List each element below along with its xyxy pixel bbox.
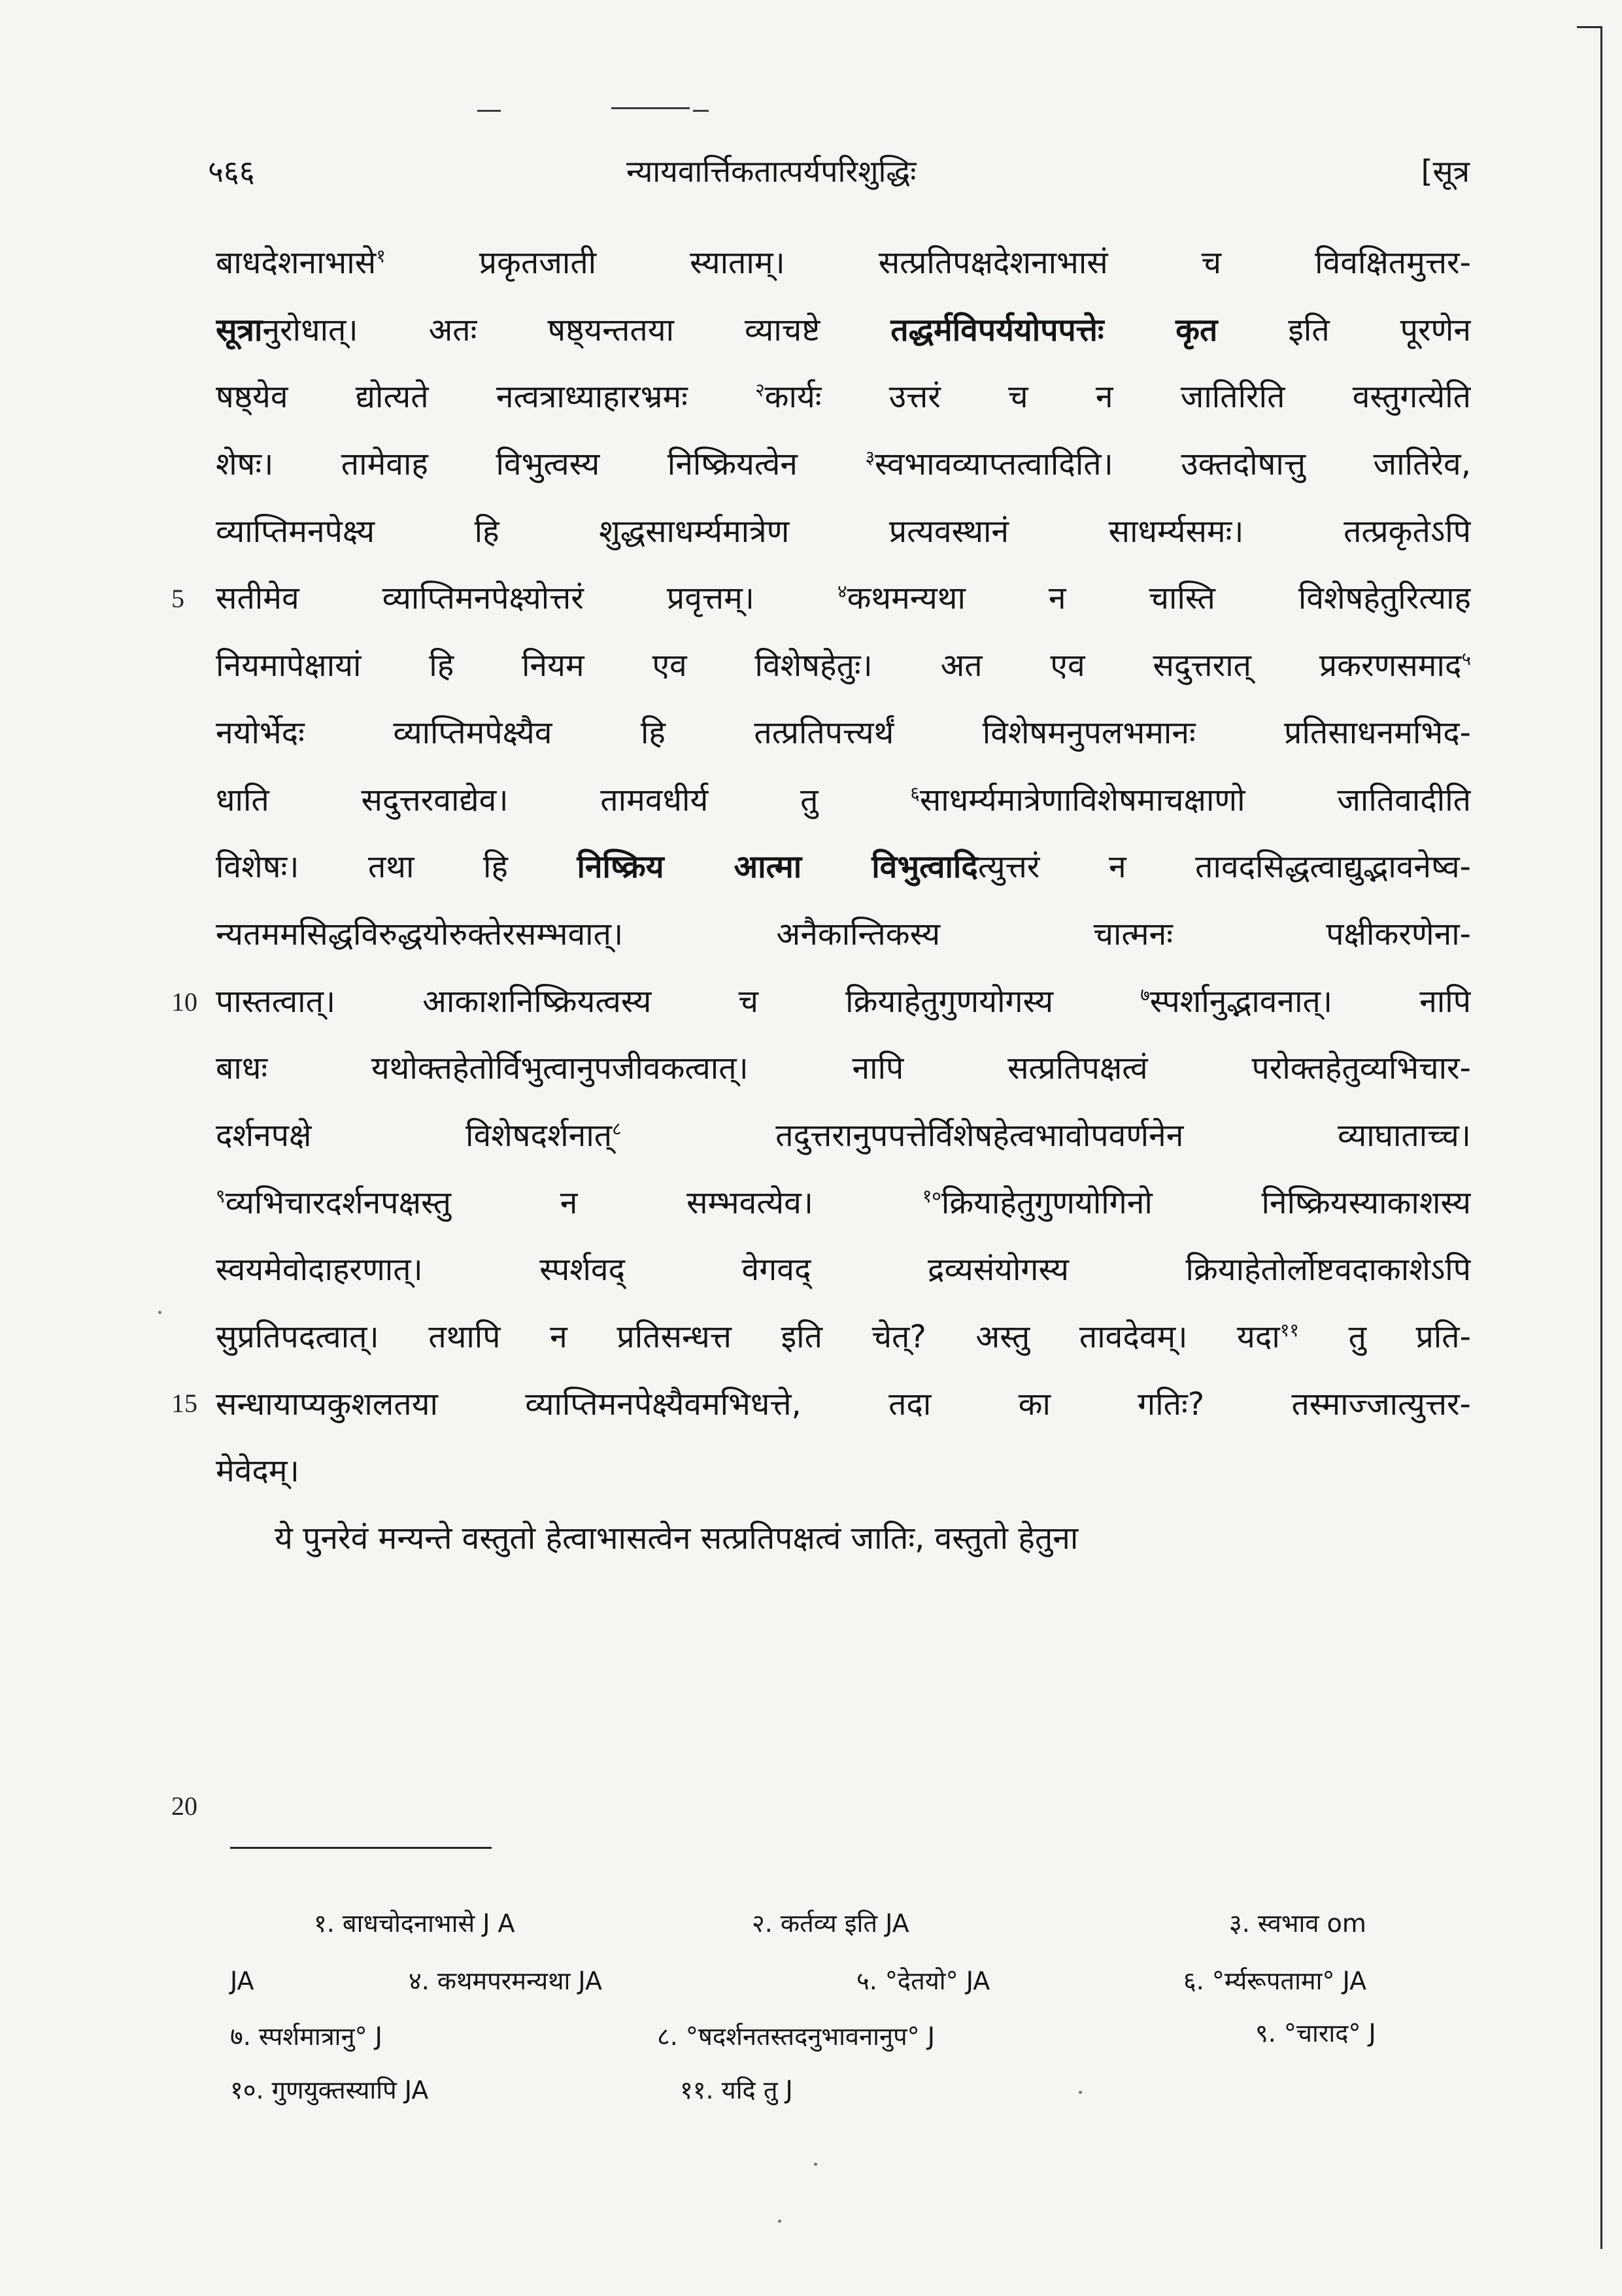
scan-mark: [611, 107, 690, 109]
page-header: [208, 150, 1470, 196]
text-segment: क्रियाहेतुगुणयोगिनो निष्क्रियस्याकाशस्य: [941, 1184, 1471, 1221]
text-segment: साधर्म्यमात्रेणाविशेषमाचक्षाणो जातिवादीति: [919, 781, 1471, 819]
text-line: [216, 1378, 1471, 1445]
footnote-marker: ७: [1140, 983, 1150, 1005]
text-line: [216, 237, 1471, 304]
text-segment: कार्यः उत्तरं च न जातिरिति वस्तुगत्येति: [764, 379, 1471, 416]
text-segment: स्वयमेवोदाहरणात्। स्पर्शवद् वेगवद् द्रव्यसंयोगस्य क्रियाहेतोर्लोष्टवदाकाशेऽपि: [216, 1251, 1471, 1289]
footnote-marker: ९: [216, 1185, 226, 1207]
footnote-8: ८. °षदर्शनतस्तदनुभावनानुप° J: [657, 2022, 935, 2051]
section-mark: [सूत्र: [1421, 154, 1470, 189]
text-segment: ये पुनरेवं मन्यन्ते वस्तुतो हेत्वाभासत्वेन सत्प्रतिपक्षत्वं जातिः, वस्तुतो हेतुना: [275, 1520, 1079, 1557]
text-segment: तु प्रति-: [1298, 1319, 1471, 1355]
text-segment: मेवेदम्।: [216, 1453, 299, 1490]
text-segment: प्रकृतजाती स्याताम्। सत्प्रतिपक्षदेशनाभासं च विवक्षितमुत्तर-: [385, 245, 1471, 281]
text-segment: पास्तत्वात्। आकाशनिष्क्रियत्वस्य च क्रियाहेतुगुणयोगस्य: [216, 983, 1141, 1020]
text-line: [216, 774, 1471, 841]
text-segment: व्यभिचारदर्शनपक्षस्तु न सम्भवत्येव।: [225, 1184, 922, 1221]
text-line: [216, 371, 1471, 438]
text-segment: त्युत्तरं न तावदसिद्धत्वाद्युद्भावनेष्व-: [977, 849, 1471, 886]
footnote-3: ३. स्वभाव om: [1229, 1909, 1366, 1938]
text-segment: धाति सदुत्तरवाद्येव। तामवधीर्य तु: [216, 781, 911, 819]
text-segment: इति पूरणेन: [1217, 311, 1471, 348]
text-line: [216, 1512, 1471, 1579]
text-line: [216, 505, 1471, 573]
text-line: [216, 1177, 1471, 1244]
running-title: न्यायवार्त्तिकतात्पर्यपरिशुद्धिः: [626, 154, 917, 189]
text-segment: बाधदेशनाभासे: [216, 245, 377, 281]
footnote-4: ४. कथमपरमन्यथा JA: [409, 1967, 602, 1995]
page-number: ५६६: [208, 154, 255, 189]
scan-mark: [477, 110, 501, 112]
text-line: [216, 572, 1471, 639]
footnote-6: ६. °र्म्यरूपतामा° JA: [1183, 1967, 1367, 1995]
scan-mark: [693, 110, 709, 112]
text-line: [216, 707, 1471, 774]
scan-speck: [158, 1311, 161, 1314]
line-number: 20: [171, 1791, 197, 1821]
footnote-marker: १०: [922, 1185, 941, 1207]
footnote-1: १. बाधचोदनाभासे J A: [314, 1909, 515, 1938]
text-line: [216, 908, 1471, 975]
text-line: [216, 841, 1471, 908]
footnote-2: २. कर्तव्य इति JA: [752, 1909, 909, 1938]
text-line: [216, 1243, 1471, 1311]
text-segment: शेषः। तामेवाह विभुत्वस्य निष्क्रियत्वेन: [216, 446, 866, 483]
text-segment: सतीमेव व्याप्तिमनपेक्ष्योत्तरं प्रवृत्तम्।: [216, 580, 837, 617]
text-segment: न्यतममसिद्धविरुद्धयोरुक्तेरसम्भवात्। अनैकान्तिकस्य चात्मनः पक्षीकरणेना-: [216, 915, 1471, 953]
text-segment: स्पर्शानुद्भावनात्। नापि: [1149, 983, 1471, 1020]
footnote-marker: ४: [837, 581, 847, 603]
main-text-block: [216, 237, 1471, 1579]
bold-term: निष्क्रिय आत्मा विभुत्वादि: [577, 849, 978, 886]
text-line: [216, 1042, 1471, 1109]
line-number: 10: [171, 987, 197, 1017]
text-line: [216, 1445, 1471, 1512]
footnote-5: ५. °देतयो° JA: [856, 1967, 990, 1995]
footnote-marker: १: [376, 245, 386, 267]
bold-term: तद्धर्मविपर्ययोपपत्तेः कृत: [890, 311, 1218, 348]
text-line: [216, 1109, 1471, 1177]
scan-speck: [814, 2163, 817, 2166]
text-line: [216, 639, 1471, 707]
text-segment: व्याप्तिमनपेक्ष्य हि शुद्धसाधर्म्यमात्रेण प्रत्यवस्थानं साधर्म्यसमः। तत्प्रकृतेऽपि: [216, 513, 1471, 550]
line-number: 5: [171, 584, 184, 613]
text-segment: तदुत्तरानुपपत्तेर्विशेषहेत्वभावोपवर्णनेन व्याघाताच्च।: [621, 1117, 1471, 1154]
footnote-10: १०. गुणयुक्तस्यापि JA: [230, 2076, 429, 2104]
footnote-marker: ११: [1279, 1319, 1299, 1341]
text-segment: विशेषः। तथा हि: [216, 849, 577, 886]
scan-speck: [778, 2220, 781, 2223]
binder-edge-tick: [1577, 26, 1602, 28]
footnote-marker: २: [755, 379, 765, 401]
text-segment: बाधः यथोक्तहेतोर्विभुत्वानुपजीवकत्वात्। नापि सत्प्रतिपक्षत्वं परोक्तहेतुव्यभिचार-: [216, 1050, 1471, 1087]
footnote-marker: ५: [1461, 648, 1471, 670]
footnote-marker: ३: [865, 447, 875, 469]
text-segment: स्वभावव्याप्तत्वादिति। उक्तदोषात्तु जातिरेव,: [875, 446, 1471, 483]
footnote-marker: ८: [612, 1117, 622, 1140]
footnote-7: ७. स्पर्शमात्रानु° J: [230, 2022, 382, 2051]
text-segment: नयोर्भेदः व्याप्तिमपेक्ष्यैव हि तत्प्रतिपत्त्यर्थं विशेषमनुपलभमानः प्रतिसाधनमभिद-: [216, 714, 1471, 751]
line-number: 15: [171, 1389, 197, 1418]
text-segment: नुरोधात्। अतः षष्ठ्यन्ततया व्याचष्टे: [262, 311, 891, 348]
footnote-9: ९. °चाराद° J: [1255, 2019, 1376, 2048]
text-segment: सुप्रतिपदत्वात्। तथापि न प्रतिसन्धत्त इति चेत्? अस्तु तावदेवम्। यदा: [216, 1319, 1280, 1355]
footnote-3-continued: JA: [230, 1967, 254, 1995]
text-line: [216, 1311, 1471, 1378]
text-segment: षष्ठ्येव द्योत्यते नत्वत्राध्याहारभ्रमः: [216, 379, 756, 416]
text-line: [216, 438, 1471, 505]
footnote-marker: ६: [910, 782, 920, 804]
text-line: [216, 975, 1471, 1043]
text-segment: दर्शनपक्षे विशेषदर्शनात्: [216, 1117, 613, 1154]
footnote-separator: [230, 1847, 492, 1849]
text-segment: नियमापेक्षायां हि नियम एव विशेषहेतुः। अत एव सदुत्तरात् प्रकरणसमाद: [216, 647, 1462, 684]
binder-edge-line: [1600, 26, 1602, 2249]
text-segment: सन्धायाप्यकुशलतया व्याप्तिमनपेक्ष्यैवमभिधत्ते, तदा का गतिः? तस्माज्जात्युत्तर-: [216, 1385, 1471, 1423]
scan-speck: [1079, 2091, 1082, 2094]
text-segment: कथमन्यथा न चास्ति विशेषहेतुरित्याह: [847, 580, 1471, 617]
text-line: [216, 304, 1471, 371]
footnote-11: ११. यदि तु J: [680, 2076, 793, 2104]
bold-term: सूत्रा: [216, 311, 263, 348]
